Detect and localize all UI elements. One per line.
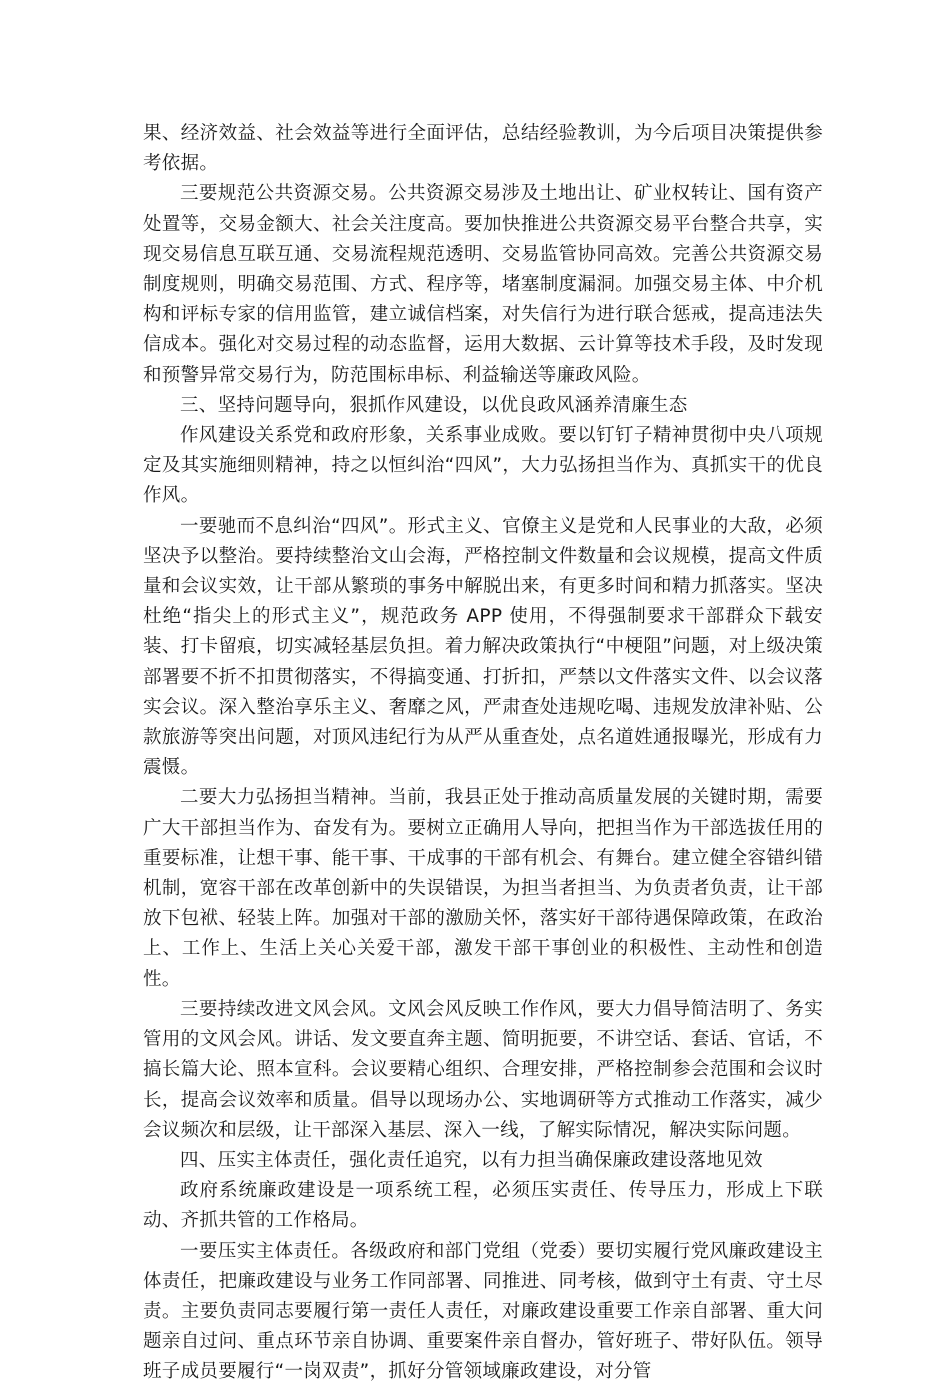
paragraph-responsibility-spirit: 二要大力弘扬担当精神。当前，我县正处于推动高质量发展的关键时期，需要广大干部担当作为、奋发有为。要树立正确用人导向，把担当作为干部选拔任用的重要标准，让想干事、能干事、干成事的干部有机会、有舞台。建立健全容错纠错机制，宽容干部在改革创新中的失误错误，为担当者担当、为负责者负责，让干部放下包袱、轻装上阵。加强对干部的激励关怀，落实好干部待遇保障政策，在政治上、工作上、生活上关心关爱干部，激发干部干事创业的积极性、主动性和创造性。 <box>143 787 823 990</box>
section-heading-work-style: 三、坚持问题导向，狠抓作风建设，以优良政风涵养清廉生态 <box>180 394 688 416</box>
section-heading-responsibility: 四、压实主体责任，强化责任追究，以有力担当确保廉政建设落地见效 <box>180 1149 763 1171</box>
paragraph-continuation: 果、经济效益、社会效益等进行全面评估，总结经验教训，为今后项目决策提供参考依据。 <box>143 123 823 175</box>
paragraph-work-style-intro: 作风建设关系党和政府形象，关系事业成败。要以钉钉子精神贯彻中央八项规定及其实施细则精神，持之以恒纠治“四风”，大力弘扬担当作为、真抓实干的优良作风。 <box>143 425 823 507</box>
document-body <box>143 119 823 1388</box>
paragraph-four-winds: 一要驰而不息纠治“四风”。形式主义、官僚主义是党和人民事业的大敌，必须坚决予以整治。要持续整治文山会海，严格控制文件数量和会议规模，提高文件质量和会议实效，让干部从繁琐的事务中解脱出来，有更多时间和精力抓落实。坚决杜绝“指尖上的形式主义”，规范政务 APP 使用，不得强制要求干部群众下载安装、打卡留痕，切实减轻基层负担。着力解决政策执行“中梗阻”问题，对上级决策部署要不折不扣贯彻落实，不得搞变通、打折扣，严禁以文件落实文件、以会议落实会议。深入整治享乐主义、奢靡之风，严肃查处违规吃喝、违规发放津补贴、公款旅游等突出问题，对顶风违纪行为从严从重查处，点名道姓通报曝光，形成有力震慑。 <box>143 515 823 779</box>
paragraph-responsibility-intro: 政府系统廉政建设是一项系统工程，必须压实责任、传导压力，形成上下联动、齐抓共管的工作格局。 <box>143 1180 823 1232</box>
paragraph-main-responsibility: 一要压实主体责任。各级政府和部门党组（党委）要切实履行党风廉政建设主体责任，把廉政建设与业务工作同部署、同推进、同考核，做到守土有责、守土尽责。主要负责同志要履行第一责任人责任，对廉政建设重要工作亲自部署、重大问题亲自过问、重点环节亲自协调、重要案件亲自督办，管好班子、带好队伍。领导班子成员要履行“一岗双责”，抓好分管领域廉政建设，对分管 <box>143 1240 823 1383</box>
paragraph-public-resource-trading: 三要规范公共资源交易。公共资源交易涉及土地出让、矿业权转让、国有资产处置等，交易金额大、社会关注度高。要加快推进公共资源交易平台整合共享，实现交易信息互联互通、交易流程规范透明、交易监管协同高效。完善公共资源交易制度规则，明确交易范围、方式、程序等，堵塞制度漏洞。加强交易主体、中介机构和评标专家的信用监管，建立诚信档案，对失信行为进行联合惩戒，提高违法失信成本。强化对交易过程的动态监督，运用大数据、云计算等技术手段，及时发现和预警异常交易行为，防范围标串标、利益输送等廉政风险。 <box>143 183 823 386</box>
paragraph-writing-meeting-style: 三要持续改进文风会风。文风会风反映工作作风，要大力倡导简洁明了、务实管用的文风会风。讲话、发文要直奔主题、简明扼要，不讲空话、套话、官话，不搞长篇大论、照本宣科。会议要精心组织、合理安排，严格控制参会范围和会议时长，提高会议效率和质量。倡导以现场办公、实地调研等方式推动工作落实，减少会议频次和层级，让干部深入基层、深入一线，了解实际情况，解决实际问题。 <box>143 998 823 1141</box>
